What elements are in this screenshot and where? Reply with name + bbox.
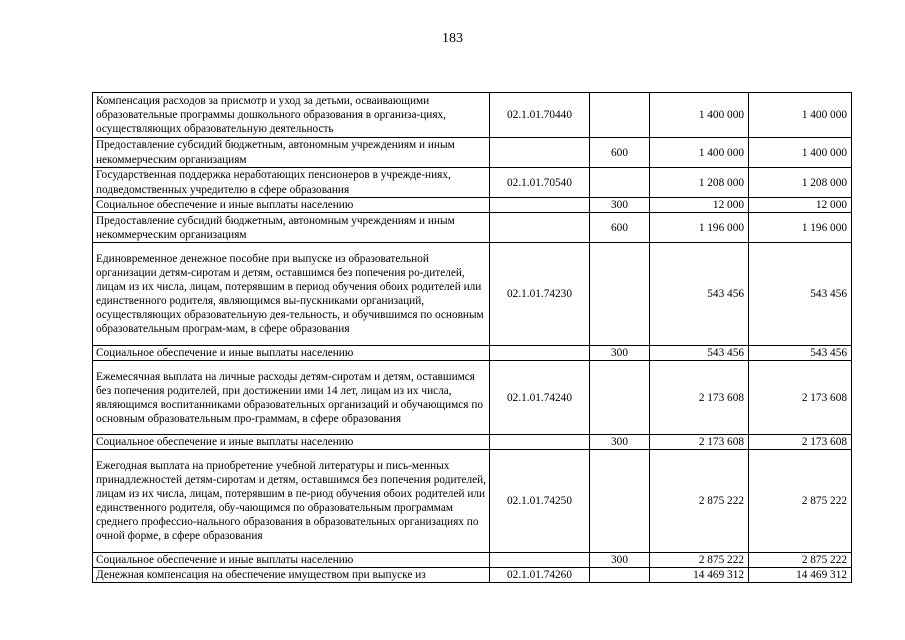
- table-row: [93, 138, 852, 168]
- amount-year2-cell: 1 400 000: [749, 138, 852, 168]
- item-name-cell: Единовременное денежное пособие при выпуске из образовательной организации детям-сиротам и детям, оставшимся без попечения ро-дителей, лицам из их числа, лицам, потерявшим в период обучения обоих родителей или единственного родителя, являющимся вы-пускниками организаций, осуществляющих образовательную дея-тельность, и обучившимся по основным образовательным програм-мам, в сфере образования: [93, 243, 490, 346]
- item-name-cell: Социальное обеспечение и иные выплаты населению: [93, 435, 490, 450]
- table-row: [93, 553, 852, 568]
- expense-type-cell: [590, 168, 650, 198]
- amount-year1-cell: 14 469 312: [650, 568, 749, 583]
- expense-type-cell: 300: [590, 435, 650, 450]
- table-row: [93, 213, 852, 243]
- table-row: [93, 361, 852, 435]
- target-code-cell: [490, 198, 590, 213]
- target-code-cell: [490, 213, 590, 243]
- target-code-cell: 02.1.01.70540: [490, 168, 590, 198]
- amount-year2-cell: 2 173 608: [749, 361, 852, 435]
- item-name-cell: Ежемесячная выплата на личные расходы детям-сиротам и детям, оставшимся без попечения родителей, при достижении ими 14 лет, лицам из их числа, являющимся воспитанниками образовательных организаций и обучающимся по основным образовательным про-граммам, в сфере образования: [93, 361, 490, 435]
- amount-year2-cell: 2 875 222: [749, 553, 852, 568]
- amount-year1-cell: 2 875 222: [650, 450, 749, 553]
- amount-year2-cell: 12 000: [749, 198, 852, 213]
- amount-year1-cell: 12 000: [650, 198, 749, 213]
- table-row: [93, 168, 852, 198]
- amount-year2-cell: 2 173 608: [749, 435, 852, 450]
- target-code-cell: [490, 138, 590, 168]
- target-code-cell: 02.1.01.70440: [490, 93, 590, 138]
- table-row: [93, 435, 852, 450]
- target-code-cell: 02.1.01.74250: [490, 450, 590, 553]
- table-row: [93, 198, 852, 213]
- item-name-cell: Предоставление субсидий бюджетным, автономным учреждениям и иным некоммерческим организациям: [93, 213, 490, 243]
- table-row: [93, 450, 852, 553]
- amount-year1-cell: 1 400 000: [650, 93, 749, 138]
- table-row: [93, 93, 852, 138]
- target-code-cell: 02.1.01.74240: [490, 361, 590, 435]
- table-row: [93, 346, 852, 361]
- expense-type-cell: [590, 361, 650, 435]
- amount-year2-cell: 2 875 222: [749, 450, 852, 553]
- target-code-cell: [490, 346, 590, 361]
- amount-year2-cell: 14 469 312: [749, 568, 852, 583]
- expense-type-cell: 300: [590, 346, 650, 361]
- amount-year1-cell: 1 196 000: [650, 213, 749, 243]
- expense-type-cell: [590, 450, 650, 553]
- amount-year1-cell: 1 208 000: [650, 168, 749, 198]
- amount-year1-cell: 2 875 222: [650, 553, 749, 568]
- page-number: 183: [442, 31, 463, 46]
- amount-year2-cell: 1 400 000: [749, 93, 852, 138]
- item-name-cell: Компенсация расходов за присмотр и уход за детьми, осваивающими образовательные программы дошкольного образования в организа-циях, осуществляющих образовательную деятельность: [93, 93, 490, 138]
- expense-type-cell: [590, 93, 650, 138]
- item-name-cell: Государственная поддержка неработающих пенсионеров в учрежде-ниях, подведомственных учредителю в сфере образования: [93, 168, 490, 198]
- item-name-cell: Социальное обеспечение и иные выплаты населению: [93, 346, 490, 361]
- item-name-cell: Предоставление субсидий бюджетным, автономным учреждениям и иным некоммерческим организациям: [93, 138, 490, 168]
- amount-year2-cell: 1 196 000: [749, 213, 852, 243]
- amount-year1-cell: 2 173 608: [650, 435, 749, 450]
- expense-type-cell: [590, 568, 650, 583]
- item-name-cell: Денежная компенсация на обеспечение имуществом при выпуске из: [93, 568, 490, 583]
- expense-type-cell: 300: [590, 198, 650, 213]
- target-code-cell: [490, 435, 590, 450]
- amount-year1-cell: 543 456: [650, 346, 749, 361]
- target-code-cell: 02.1.01.74260: [490, 568, 590, 583]
- amount-year1-cell: 1 400 000: [650, 138, 749, 168]
- target-code-cell: 02.1.01.74230: [490, 243, 590, 346]
- amount-year1-cell: 543 456: [650, 243, 749, 346]
- table-row: [93, 568, 852, 583]
- expense-type-cell: 600: [590, 213, 650, 243]
- budget-table: [92, 92, 852, 583]
- expense-type-cell: [590, 243, 650, 346]
- item-name-cell: Социальное обеспечение и иные выплаты населению: [93, 198, 490, 213]
- item-name-cell: Ежегодная выплата на приобретение учебной литературы и пись-менных принадлежностей детям-сиротам и детям, оставшимся без попечения родителей, лицам из их числа, лицам, потерявшим в пе-риод обучения обоих родителей или единственного родителя, обу-чающимся по образовательным программам среднего профессио-нального образования в образовательных организациях по очной форме, в сфере образования: [93, 450, 490, 553]
- target-code-cell: [490, 553, 590, 568]
- expense-type-cell: 600: [590, 138, 650, 168]
- amount-year1-cell: 2 173 608: [650, 361, 749, 435]
- amount-year2-cell: 543 456: [749, 346, 852, 361]
- item-name-cell: Социальное обеспечение и иные выплаты населению: [93, 553, 490, 568]
- table-row: [93, 243, 852, 346]
- amount-year2-cell: 543 456: [749, 243, 852, 346]
- expense-type-cell: 300: [590, 553, 650, 568]
- amount-year2-cell: 1 208 000: [749, 168, 852, 198]
